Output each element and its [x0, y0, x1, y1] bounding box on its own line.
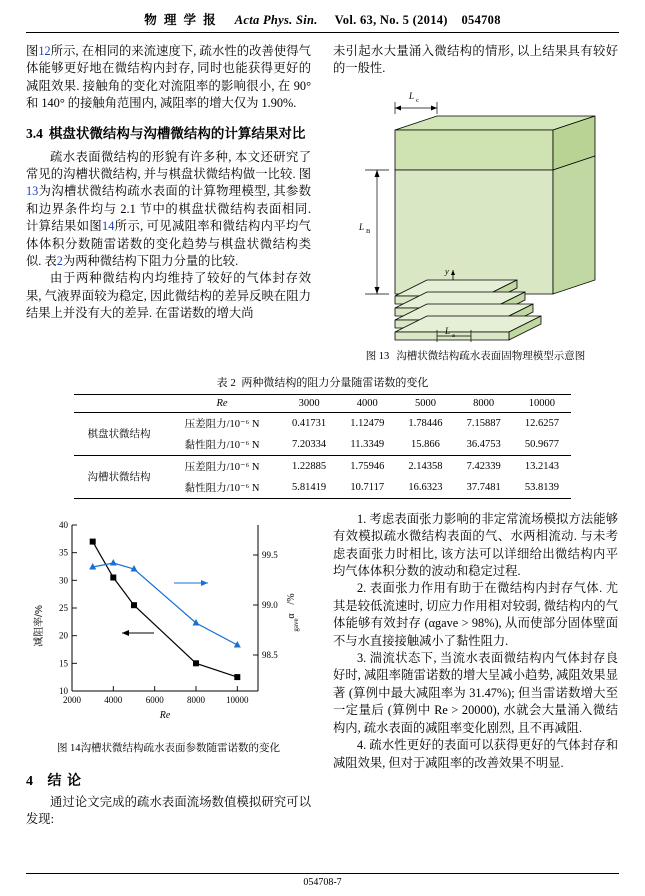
section-title: 棋盘状微结构与沟槽微结构的计算结果对比 [48, 125, 306, 141]
header-divider [26, 32, 619, 33]
conclusion-item-3: 3. 湍流状态下, 当流水表面微结构内气体封存良好时, 减阻率随雷诺数的增大呈减小趋势, 减阻效果显著 (算例中最大减阻率为 31.47%); 但当雷诺数增大至一定量后 (算例中 Re > 20000), 水就会大量涌入微结构内, 疏水表面的减阻率变化剧烈, 且不再减阻. [333, 651, 618, 735]
svg-text:99.0: 99.0 [262, 599, 278, 610]
section-heading-4 [26, 770, 311, 790]
conclusions-column [333, 511, 618, 829]
table-cell: 1.22885 [292, 460, 327, 472]
figure-13-caption-text: 沟槽状微结构疏水表面固物理模型示意图 [396, 350, 586, 362]
svg-text:2000: 2000 [63, 694, 81, 705]
table-header-col-1: 4000 [356, 397, 378, 409]
svg-text:L: L [359, 221, 365, 232]
figure-14-label: 图 14 [56, 742, 81, 754]
para2-part-d: 为两种微结构下阻力分量的比较. [62, 254, 239, 269]
section-number: 3.4 [26, 125, 43, 141]
table-header-re: Re [216, 397, 228, 409]
svg-text:99.5: 99.5 [262, 549, 278, 560]
table-cell: 11.3349 [350, 438, 385, 450]
figure-14-caption-text: 沟槽状微结构疏水表面参数随雷诺数的变化 [80, 742, 281, 754]
footer-divider [26, 873, 619, 874]
svg-text:减阻率/%: 减阻率/% [34, 604, 45, 647]
svg-text:98.5: 98.5 [262, 649, 278, 660]
table-cell: 2.14358 [408, 460, 443, 472]
section-4-paragraph: 通过论文完成的疏水表面流场数值模拟研究可以发现: [26, 794, 311, 827]
svg-text:/%: /% [286, 593, 297, 605]
paragraph-2 [26, 149, 311, 271]
table-header-col-4: 10000 [528, 397, 555, 409]
table-row [74, 412, 571, 434]
table-sub-label-1-1: 黏性阻力/10⁻⁶ N [184, 482, 260, 494]
table-header-col-3: 8000 [473, 397, 495, 409]
para2-part-c: 所示, 可见减阻率和微结构内平均气体体积分数随雷诺数的变化趋势与棋盘状微结构类似. 表 [26, 219, 311, 269]
table-cell: 53.8139 [524, 481, 559, 493]
table-cell: 1.78446 [408, 417, 443, 429]
table-group-label-1: 沟槽状微结构 [87, 472, 151, 484]
conclusion-item-1: 1. 考虑表面张力影响的非定常流场模拟方法能够有效模拟疏水微结构表面的气、水两相流动. 与未考虑表面张力时相比, 该方法可以详细给出微结构内平均气体体积分数的波动和稳定过程. [333, 511, 618, 579]
svg-text:10000: 10000 [226, 694, 249, 705]
table-cell: 13.2143 [524, 460, 559, 472]
svg-text:30: 30 [59, 575, 68, 586]
table-cell: 36.4753 [466, 438, 501, 450]
svg-text:35: 35 [59, 547, 68, 558]
table-header-row [74, 394, 571, 412]
table-group-label-0: 棋盘状微结构 [87, 429, 151, 441]
svg-text:25: 25 [59, 602, 68, 613]
table-sub-label-0-1: 黏性阻力/10⁻⁶ N [184, 439, 260, 451]
para1-part-b: 所示, 在相同的来流速度下, 疏水性的改善使得气体能够更好地在微结构内封存, 同时也能获得更好的减阻效果. 接触角的变化对流阻率的影响很小, 在 90° 和 140° 的接触角范围内, 减阻率的增大仅为 1.90%. [26, 44, 311, 111]
journal-name-en: Acta Phys. Sin. [234, 13, 318, 27]
page-number: 054708-7 [303, 877, 342, 888]
svg-text:L: L [445, 325, 451, 336]
table-cell: 37.7481 [466, 481, 501, 493]
conclusion-item-4: 4. 疏水性更好的表面可以获得更好的气体封存和减阻效果, 但对于减阻率的改善效果不明显. [333, 738, 618, 770]
figure-ref-14: 14 [102, 219, 115, 234]
svg-text:Re: Re [159, 709, 171, 721]
table-cell: 1.75946 [350, 460, 385, 472]
para1-part-a: 图 [26, 44, 39, 58]
figure-13-image [333, 84, 618, 346]
figure-13-caption [333, 350, 618, 364]
table-2-label: 表 2 [216, 376, 236, 389]
figure-ref-12: 12 [38, 44, 51, 58]
svg-text:α: α [286, 613, 297, 619]
table-cell: 5.81419 [292, 481, 327, 493]
journal-name-cn: 物 理 学 报 [144, 13, 218, 27]
svg-text:y: y [445, 265, 449, 276]
paragraph-right-1: 未引起水大量涌入微结构的情形, 以上结果具有较好的一般性. [333, 44, 618, 76]
table-cell: 7.20334 [292, 438, 327, 450]
table-cell: 50.9677 [524, 438, 559, 450]
figure-14-chart [26, 511, 311, 736]
table-2-title-text: 两种微结构的阻力分量随雷诺数的变化 [241, 376, 429, 389]
table-ref-2: 2 [56, 254, 63, 269]
figure-ref-13: 13 [26, 184, 39, 199]
table-cell: 1.12479 [350, 417, 385, 429]
table-2 [74, 394, 571, 499]
svg-text:gave: gave [292, 618, 300, 632]
paragraph-3: 由于两种微结构内均维持了较好的气体封存效果, 气液界面较为稳定, 因此微结构的差异反映在阻力结果上并没有大的差异. 在雷诺数的增大尚 [26, 271, 311, 321]
table-cell: 16.6323 [408, 481, 443, 493]
svg-text:40: 40 [59, 519, 68, 530]
page-footer [0, 873, 645, 888]
para2-part-b: 为沟槽状微结构疏水表面的计算物理模型, 其参数和边界条件均与 2.1 节中的棋盘状微结构表面相同. 计算结果如图 [26, 184, 311, 234]
table-2-block [26, 374, 619, 499]
svg-text:L: L [409, 90, 415, 101]
table-cell: 7.42339 [466, 460, 501, 472]
svg-text:4000: 4000 [104, 694, 123, 705]
figure-14-caption [26, 742, 311, 756]
svg-text:20: 20 [59, 630, 68, 641]
section-heading-3-4 [26, 124, 311, 143]
section-4-number: 4 [26, 773, 34, 789]
svg-text:15: 15 [59, 658, 68, 669]
page-header [26, 0, 619, 33]
para2-part-a: 疏水表面微结构的形貌有许多种, 本文还研究了常见的沟槽状微结构, 并与棋盘状微结构做一比较. 图 [26, 149, 311, 182]
figure-14-block [26, 511, 311, 829]
table-corner-blank [74, 394, 164, 412]
svg-text:B: B [366, 227, 371, 235]
table-cell: 7.15887 [466, 417, 501, 429]
lower-columns [26, 511, 619, 829]
table-header-col-2: 5000 [414, 397, 436, 409]
table-cell: 15.866 [411, 438, 440, 450]
svg-text:a: a [452, 331, 455, 339]
table-row [74, 455, 571, 477]
table-header-col-0: 3000 [298, 397, 320, 409]
top-columns [26, 43, 619, 364]
paragraph-continuation [26, 43, 311, 113]
table-sub-label-0-0: 压差阻力/10⁻⁶ N [184, 418, 260, 430]
left-column [26, 43, 311, 364]
figure-13-label: 图 13 [365, 350, 390, 362]
svg-text:6000: 6000 [145, 694, 164, 705]
table-cell: 12.6257 [524, 417, 559, 429]
table-cell: 10.7117 [350, 481, 385, 493]
table-sub-label-1-0: 压差阻力/10⁻⁶ N [184, 461, 260, 473]
right-column [333, 43, 618, 364]
volume-issue: Vol. 63, No. 5 (2014) [334, 13, 448, 27]
svg-text:8000: 8000 [187, 694, 205, 705]
svg-text:10: 10 [59, 685, 68, 696]
article-id: 054708 [461, 13, 501, 27]
conclusion-item-2: 2. 表面张力作用有助于在微结构内封存气体. 尤其是较低流速时, 切应力作用相对较弱, 微结构内的气体能够有效封存 (αgave > 98%), 从而使部分固体壁面不与水直接接触减小了黏性阻力. [333, 581, 618, 648]
table-cell: 0.41731 [292, 417, 327, 429]
table-2-title [26, 374, 619, 390]
svg-text:c: c [416, 96, 419, 104]
section-4-title: 结 论 [47, 773, 82, 789]
